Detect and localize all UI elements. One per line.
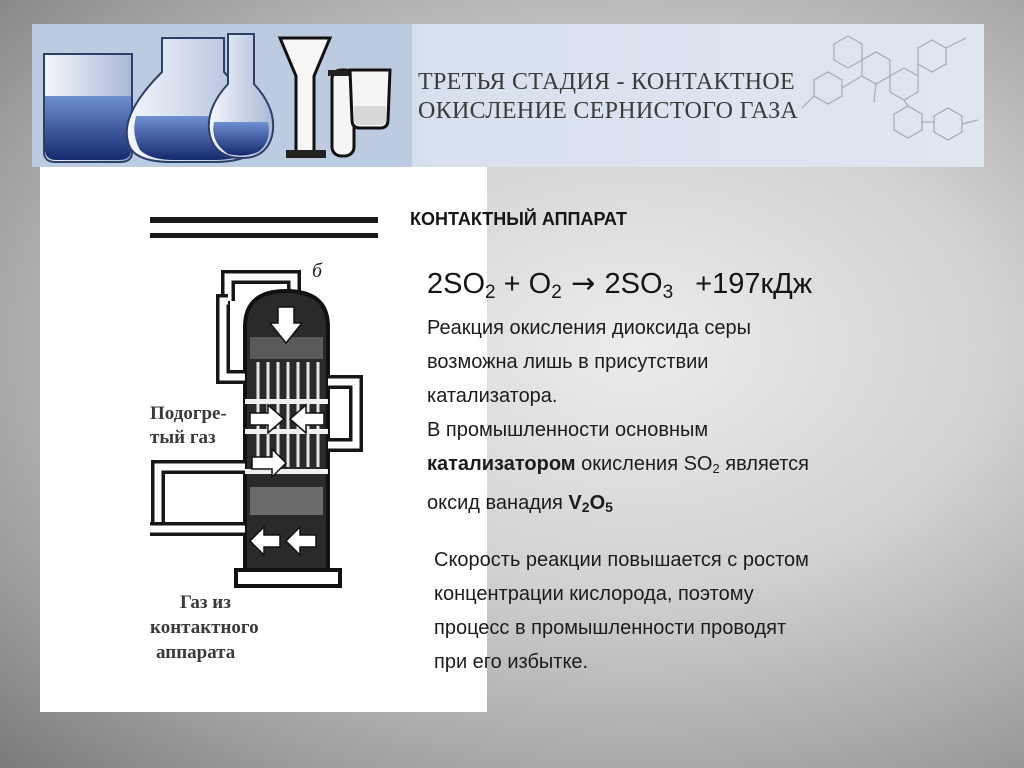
para3-line-2: концентрации кислорода, поэтому	[434, 583, 754, 605]
formula-v-sub: 2	[581, 499, 590, 515]
diagram-panel	[40, 167, 487, 712]
molecule-structure-illustration	[794, 24, 984, 167]
slide-title-line-2: ОКИСЛЕНИЕ СЕРНИСТОГО ГАЗА	[418, 98, 799, 124]
section-heading: КОНТАКТНЫЙ АППАРАТ	[410, 209, 627, 229]
slide-title-line-1: ТРЕТЬЯ СТАДИЯ - КОНТАКТНОЕ	[418, 69, 796, 95]
left-inlet-pipe	[158, 467, 245, 527]
reaction-equation	[427, 266, 812, 304]
right-side-pipe	[328, 382, 356, 445]
para2-line-1: В промышленности основным	[427, 419, 709, 441]
formula-v2o5	[568, 492, 613, 514]
eq-reactant-so2: 2SO	[427, 268, 486, 300]
eq-product-so3-sub: 3	[662, 282, 674, 303]
left-inlet-pipe-inner	[158, 467, 245, 527]
para2-bold-catalyst: катализатором	[427, 453, 576, 475]
para2-line-2-end: является	[719, 453, 809, 475]
eq-product-so3: 2SO	[604, 268, 663, 300]
para2-line-2-mid: окисления SO	[575, 453, 713, 475]
para2-so2-sub: 2	[712, 461, 720, 476]
title-banner	[32, 24, 984, 167]
paragraph-oxygen-excess	[434, 543, 809, 679]
label-heated-gas-1: Подогре-	[150, 403, 227, 424]
catalyst-bed-bottom	[250, 487, 323, 515]
bottom-rule	[150, 233, 378, 238]
paragraph-reaction-condition	[427, 311, 751, 413]
para1-line-3: катализатора.	[427, 385, 558, 407]
eq-reactant-so2-sub: 2	[485, 282, 496, 303]
eq-reactant-o2-sub: 2	[551, 282, 562, 303]
eq-energy: +197кДж	[695, 268, 813, 300]
label-outlet-gas-2: контактного	[150, 617, 259, 638]
para1-line-2: возможна лишь в присутствии	[427, 351, 709, 373]
tray-separator-1	[245, 399, 328, 404]
para3-line-3: процесс в промышленности проводят	[434, 617, 787, 639]
para3-line-1: Скорость реакции повышается с ростом	[434, 549, 809, 571]
top-rule	[150, 217, 378, 223]
slide-title	[418, 68, 798, 126]
formula-v: V	[568, 492, 582, 514]
para1-line-1: Реакция окисления диоксида серы	[427, 317, 751, 339]
contact-apparatus-diagram	[40, 167, 487, 712]
apparatus-base	[236, 570, 340, 586]
para2-line-3: оксид ванадия	[427, 492, 569, 514]
label-outlet-gas-3: аппарата	[156, 642, 236, 663]
formula-o: O	[589, 492, 606, 514]
paragraph-catalyst	[427, 413, 809, 524]
label-heated-gas-2: тый газ	[150, 427, 216, 448]
formula-o-sub: 5	[605, 499, 613, 515]
glassware-illustration	[32, 24, 412, 167]
label-outlet-gas-1: Газ из	[180, 592, 231, 613]
tray-separator-2	[245, 429, 328, 434]
eq-reactant-o2: + O	[495, 268, 552, 300]
label-b: б	[312, 260, 323, 282]
left-upper-pipe-inner	[223, 301, 245, 377]
eq-arrow: →	[561, 266, 605, 300]
para3-line-4: при его избытке.	[434, 651, 589, 673]
